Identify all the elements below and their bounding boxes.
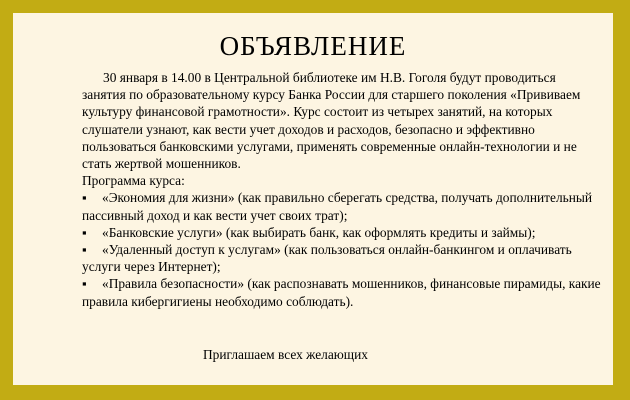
notice-title: ОБЪЯВЛЕНИЕ — [219, 31, 407, 61]
intro-paragraph: 30 января в 14.00 в Центральной библиотеке им Н.В. Гоголя будут проводиться занятия по образовательному курсу Банка России для старшего поколения «Прививаем культуру финансовой грамотности». Курс состоит из четырех занятий, на которых слушатели узнают, как вести учет доходов и расходов, безопасно и эффективно пользоваться банковскими услугами, применять современные онлайн-технологии и не стать жертвой мошенников. — [82, 70, 581, 172]
program-item-text: «Удаленный доступ к услугам» (как пользоваться онлайн-банкингом и оплачивать услуги через Интернет); — [82, 242, 572, 275]
program-item — [82, 241, 602, 275]
bullet-icon: ▪ — [82, 224, 87, 240]
program-item-text: «Экономия для жизни» (как правильно сберегать средства, получать дополнительный пассивный доход и как вести учет своих трат); — [82, 190, 593, 223]
bullet-icon: ▪ — [82, 190, 87, 206]
program-item-text: «Банковские услуги» (как выбирать банк, как оформлять кредиты и займы); — [102, 224, 536, 240]
program-list — [82, 189, 602, 309]
program-label: Программа курса: — [82, 173, 185, 189]
bullet-icon: ▪ — [82, 242, 87, 258]
program-item — [82, 275, 602, 309]
program-item-text: «Правила безопасности» (как распознавать мошенников, финансовые пирамиды, какие правила кибергигиены необходимо соблюдать). — [82, 276, 601, 309]
bullet-icon: ▪ — [82, 276, 87, 292]
program-item — [82, 189, 602, 223]
notice-body — [82, 69, 602, 310]
program-item — [82, 224, 602, 241]
notice-sheet — [13, 13, 613, 385]
invitation-line: Приглашаем всех желающих — [203, 347, 368, 362]
